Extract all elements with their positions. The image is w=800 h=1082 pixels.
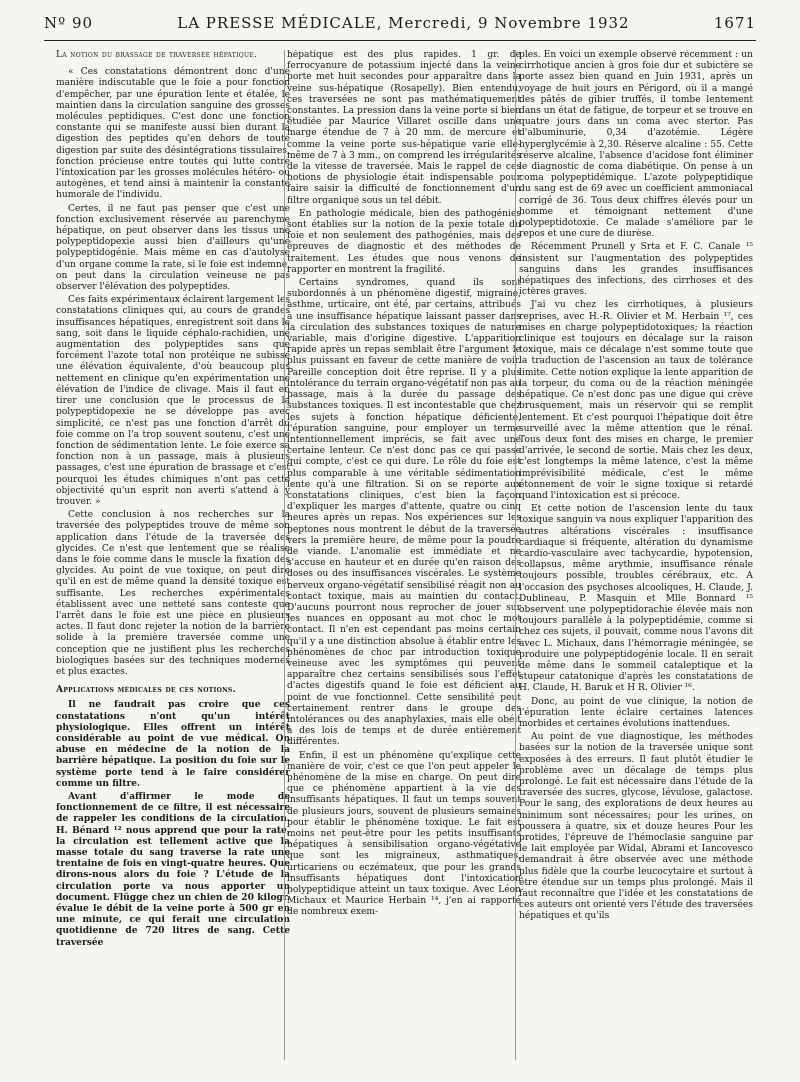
paragraph: En pathologie médicale, bien des pathogénies sont établies sur la notion de la pexie totale du foie et non seulement des pathogénies, mais des épreuves de diagnostic et des méthodes de traitement. Les études que nous venons de rapporter en montrent la fragilité. [287, 208, 521, 275]
paragraph: Et cette notion de l'ascension lente du taux toxique sanguin va nous expliquer l'apparition des autres altérations viscérales : insuffisance cardiaque si fréquente, altération du dynamisme cardio-vasculaire avec tachycardie, hypotension, collapsus, même arythmie, insuffisance rénale toujours possible, troubles cérébraux, etc. A l'occasion des psychoses alcooliques, H. Claude, J. Dublineau, P. Masquin et Mlle Bonnard ¹⁵ observent une polypeptidorachie élevée mais non toujours parallèle à la polypeptidémie, comme si chez ces sujets, il pouvait, comme nous l'avons dit avec L. Michaux, dans l'hémorragie méningée, se produire une polypeptidogénie locale. Il en serait de même dans le sommeil cataleptique et la stupeur catatonique d'après les constatations de H. Claude, H. Baruk et H R. Olivier ¹⁶. [519, 504, 753, 694]
issue-number: Nº 90 [44, 14, 94, 32]
section-subheading: Applications médicales de ces notions. [56, 684, 237, 696]
text-column-1 [56, 50, 290, 1060]
paragraph: « Ces constatations démontrent donc d'une manière indiscutable que le foie a pour fonction d'empêcher, par une épuration lente et étalée, le maintien dans la circulation sanguine des grosses molécules peptidiques. C'est donc une fonction constante qui se manifeste aussi bien durant la digestion des peptides qu'en dehors de toute digestion par suite des désintégrations tissulaires, fonction précieuse entre toutes qui lutte contre l'intoxication par les grosses molécules hétéro- ou autogènes, et tend ainsi à maintenir la constante humorale de l'individu. [56, 67, 290, 201]
paragraph: ples. En voici un exemple observé récemment : un cirrhotique ancien à gros foie dur et subictère se porte assez bien quand en Juin 1931, après un voyage de huit jours en Périgord, où il a mangé des pâtés de gibier truffés, il tombe lentement dans un état de fatigue, de torpeur et se trouve en quatre jours dans un coma avec stertor. Pas d'albuminurie, 0,34 d'azotémie. Légère hyperglycémie à 2,30. Réserve alcaline : 55. Cette réserve alcaline, l'absence d'acidose font éliminer le diagnostic de coma diabétique. On pense à un coma polypeptidémique. L'azote polypeptidique du sang est de 69 avec un coefficient ammoniacal corrigé de 36. Tous deux chiffres élevés pour un homme et témoignant nettement d'une polypeptidotoxie. Ce malade s'améliore par le repos et une cure de diurèse. [519, 50, 753, 240]
journal-title: LA PRESSE MÉDICALE, Mercredi, 9 Novembre 1932 [177, 14, 630, 32]
paragraph: Donc, au point de vue clinique, la notion de l'épuration lente éclaire certaines latences morbides et certaines évolutions inattendues. [519, 696, 753, 729]
page-number: 1671 [713, 14, 756, 32]
paragraph: Certains syndromes, quand ils sont subordonnés à un phénomène digestif, migraine, asthme, urticaire, ont été, par certains, attribués à une insuffisance hépatique laissant passer dans la circulation des substances toxiques de nature variable, mais d'origine digestive. L'apparition rapide après un repas semblait être l'argument le plus puissant en faveur de cette manière de voir. Pareille conception doit être reprise. Il y a plus intolérance du terrain organo-végétatif non pas au passage, mais à la durée du passage des substances toxiques. Il est incontestable que chez les sujets à fonction hépatique déficiente, l'épuration sanguine, pour employer un terme intentionnellement imprécis, se fait avec une certaine lenteur. Ce n'est donc pas ce qui passe qui compte, c'est ce qui dure. Le rôle du foie est plus comparable à une véritable sédimentation lente qu'à une filtration. Si on se reporte aux constatations cliniques, c'est bien la façon d'expliquer les marges d'attente, quatre ou cinq heures après un repas. Nos expériences sur les peptones nous montrent le début de la traversée vers la première heure, de même pour la poudre de viande. L'anomalie est immédiate et ne s'accuse en hauteur et en durée qu'en raison des doses ou des insuffisances viscérales. Le système nerveux organo-végétatif sensibilisé réagit non au contact toxique, mais au maintien du contact. D'aucuns pourront nous reprocher de jouer sur les nuances en opposant au mot choc le mot contact. Il n'en est cependant pas moins certain qu'il y a une distinction absolue à établir entre les phénomènes de choc par introduction toxique veineuse avec les symptômes qui peuvent apparaître chez certains sensibilisés sous l'effet d'actes digestifs quand le foie est déficient au point de vue fonctionnel. Cette sensibilité peut certainement rentrer dans le groupe des intolérances ou des anaphylaxies, mais elle obéit à des lois de temps et de durée entièrement différentes. [287, 278, 521, 748]
text-column-3 [519, 50, 753, 1060]
paragraph: Avant d'affirmer le mode de fonctionnement de ce filtre, il est nécessaire de rappeler les conditions de la circulation. H. Bénard ¹² nous apprend que pour la rate, la circulation est tellement active que la masse totale du sang traverse la rate une trentaine de fois en vingt-quatre heures. Que dirons-nous alors du foie ? L'étude de la circulation porte va nous apporter un document. Flügge chez un chien de 20 kilogr. évalue le débit de la veine porte à 500 gr en une minute, ce qui ferait une circulation quotidienne de 720 litres de sang. Cette traversée [56, 791, 290, 948]
section-heading: La notion du brassage de traversée hépatique. [56, 50, 258, 60]
paragraph: Ces faits expérimentaux éclairent largement les constatations cliniques qui, au cours de grandes insuffisances hépatiques, enregistrent soit dans le sang, soit dans le liquide céphalo-rachidien, une augmentation des polypeptides sans que forcément l'azote total non protéique ne subisse une élévation équivalente, d'où beaucoup plus nettement en clinique qu'en expérimentation une élévation de l'indice de clivage. Mais il faut en tirer une conclusion que le processus de la polypeptidopexie ne se développe pas avec simplicité, ce n'est pas une fonction d'arrêt du foie comme on l'a trop souvent soutenu, c'est une fonction de sédimentation lente. Le foie exerce sa fonction non à un passage, mais à plusieurs passages, c'est une épuration de brassage et c'est pourquoi les études chimiques n'ont pas cette objectivité qu'un esprit non averti s'attend à y trouver. » [56, 295, 290, 507]
paragraph: hépatique est des plus rapides. 1 gr. de ferrocyanure de potassium injecté dans la veine porte met huit secondes pour apparaître dans la veine sus-hépatique (Rosapelly). Bien entendu, ces traversées ne sont pas mathématiquement constantes. La pression dans la veine porte si bien étudiée par Maurice Villaret oscille dans une marge étendue de 7 à 20 mm. de mercure et comme la veine porte sus-hépatique varie elle-même de 7 à 3 mm., on comprend les irrégularités de la vitesse de traversée. Mais le rappel de ces notions de physiologie était indispensable pour faire saisir la difficulté de fonctionnement d'un filtre organique sous un tel débit. [287, 50, 521, 206]
paragraph: Récemment Prunell y Srta et F. C. Canale ¹⁵ insistent sur l'augmentation des polypeptides sanguins dans les grandes insuffisances hépatiques des infections, des cirrhoses et des ictères graves. [519, 242, 753, 298]
page-header [44, 14, 756, 38]
paragraph: J'ai vu chez les cirrhotiques, à plusieurs reprises, avec H.-R. Olivier et M. Herbain ¹⁷, ces mises en charge polypeptidotoxiques; la réaction clinique est toujours en décalage sur la raison toxique, mais ce décalage n'est somme toute que la traduction de l'ascension au taux de tolérance limite. Cette notion explique la lente apparition de la torpeur, du coma ou de la réaction méningée hépatique. Ce n'est donc pas une digue qui crève brusquement, mais un réservoir qui se remplit lentement. Et c'est pourquoi l'hépatique doit être surveillé avec la même attention que le rénal. Tous deux font des mises en charge, le premier d'arrivée, le second de sortie. Mais chez les deux, c'est longtemps la même latence, c'est la même imprévisibilité médicale, c'est le même étonnement de voir le signe toxique si retardé quand l'intoxication est si précoce. [519, 300, 753, 501]
header-rule [44, 40, 756, 41]
paragraph: Il ne faudrait pas croire que ces constatations n'ont qu'un intérêt physiologique. Elles offrent un intérêt considérable au point de vue médical. On abuse en médecine de la notion de la barrière hépatique. La position du foie sur le système porte tend à le faire considérer comme un filtre. [56, 699, 290, 789]
column-divider [284, 50, 285, 1060]
paragraph: Cette conclusion à nos recherches sur la traversée des polypeptides trouve de même son application dans l'étude de la traversée des glycides. Ce n'est que lentement que se réalise dans le foie comme dans le muscle la fixation des glycides. Au point de vue toxique, on peut dire qu'il en est de même quand la densité toxique est suffisante. Les recherches expérimentales établissent avec une netteté sans conteste que l'arrêt dans le foie est une pièce en plusieurs actes. Il faut donc rejeter la notion de la barrière solide à la première traversée comme une conception que ne justifient plus les recherches biologiques basées sur des techniques modernes et plus exactes. [56, 510, 290, 677]
paragraph: Au point de vue diagnostique, les méthodes basées sur la notion de la traversée unique sont exposées à des erreurs. Il faut plutôt étudier le problème avec un décalage de temps plus prolongé. Le fait est nécessaire dans l'étude de la traversée des sucres, glycose, lévulose, galactose. Pour le sang, des explorations de deux heures au minimum sont nécessaires; pour les urines, on poussera à quatre, six et douze heures Pour les protides, l'épreuve de l'hémoclasie sanguine par le lait employée par Widal, Abrami et Iancovesco demandrait à être observée avec une méthode plus fidèle que la courbe leucocytaire et surtout à être étendue sur un temps plus prolongé. Mais il faut reconnaître que l'idée et les constatations de ces auteurs ont orienté vers l'étude des traversées hépatiques et qu'ils [519, 732, 753, 922]
paragraph: Enfin, il est un phénomène qu'explique cette manière de voir, c'est ce que l'on peut appeler le phénomène de la mise en charge. On peut dire que ce phénomène appartient à la vie des insuffisants hépatiques. Il faut un temps souvent de plusieurs jours, souvent de plusieurs semaines pour établir le phénomène toxique. Le fait est moins net peut-être pour les petits insuffisants hépatiques à sensibilisation organo-végétative que sont les migraineux, asthmatiques, urticariens ou eczémateux, que pour les grands insuffisants hépatiques dont l'intoxication polypeptidique atteint un taux toxique. Avec Léon Michaux et Maurice Herbain ¹⁴, j'en ai rapporté de nombreux exem- [287, 750, 521, 918]
text-column-2 [287, 50, 521, 1060]
column-divider [515, 50, 516, 1060]
paragraph: Certes, il ne faut pas penser que c'est une fonction exclusivement réservée au parenchyme hépatique, on peut observer dans les tissus une polypeptidopexie aussi bien d'ailleurs qu'une polypeptidogénie. Mais même en cas d'autolyse d'un organe comme la rate, si le foie est indemne, on peut dans la circulation veineuse ne pas observer l'élévation des polypeptides. [56, 203, 290, 293]
